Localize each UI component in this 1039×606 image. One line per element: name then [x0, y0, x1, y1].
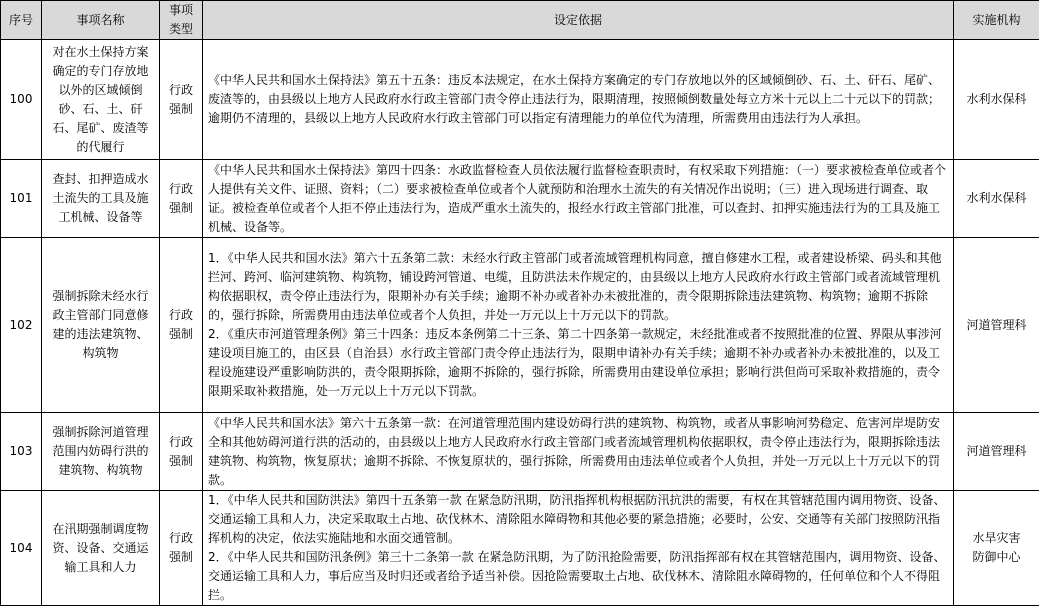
- basis-paragraph: 1．《中华人民共和国防洪法》第四十五条第一款 在紧急防汛期，防汛指挥机构根据防汛抗洪的需要，有权在其管辖范围内调用物资、设备、交通运输工具和人力，决定采取取土占地、砍伐林木、清除阻水障碍物和其他必要的紧急措施；必要时，公安、交通等有关部门按照防汛指挥机构的决定，依法实施陆地和水面交通管制。: [208, 491, 948, 548]
- implementing-agency: 水利水保科: [954, 40, 1039, 160]
- table-row: [1, 491, 1039, 606]
- item-name: 在汛期强制调度物资、设备、交通运输工具和人力: [42, 491, 160, 606]
- item-name: 强制拆除未经水行政主管部门同意修建的违法建筑物、构筑物: [42, 238, 160, 413]
- header-cell: 设定依据: [203, 1, 954, 40]
- basis-paragraph: 1．《中华人民共和国水法》第六十五条第二款：未经水行政主管部门或者流域管理机构同意，擅自修建水工程，或者建设桥梁、码头和其他拦河、跨河、临河建筑物、构筑物，铺设跨河管道、电缆，且防洪法未作规定的，由县级以上地方人民政府水行政主管部门或者流域管理机构依据职权，责令停止违法行为，限期补办有关手续；逾期不补办或者补办未被批准的，责令限期拆除违法建筑物、构筑物；逾期不拆除的，强行拆除，所需费用由违法单位或者个人负担，并处一万元以上十万元以下的罚款。: [208, 249, 948, 325]
- item-name: 查封、扣押造成水土流失的工具及施工机械、设备等: [42, 160, 160, 238]
- implementing-agency: 水旱灾害 防御中心: [954, 491, 1039, 606]
- item-type: 行政 强制: [160, 413, 203, 491]
- header-cell: 事项名称: [42, 1, 160, 40]
- legal-basis: [203, 238, 954, 413]
- implementing-agency: 河道管理科: [954, 413, 1039, 491]
- basis-paragraph: 《中华人民共和国水法》第六十五条第一款：在河道管理范围内建设妨碍行洪的建筑物、构筑物，或者从事影响河势稳定、危害河岸堤防安全和其他妨碍河道行洪的活动的，由县级以上地方人民政府水行政主管部门或者流域管理机构依据职权，责令停止违法行为，限期拆除违法建筑物、构筑物，恢复原状；逾期不拆除、不恢复原状的，强行拆除，所需费用由违法单位或者个人负担，并处一万元以上十万元以下的罚款。: [208, 414, 948, 490]
- item-name: 对在水土保持方案确定的专门存放地以外的区域倾倒砂、石、土、矸石、尾矿、废渣等的代履行: [42, 40, 160, 160]
- header-row: [1, 1, 1039, 40]
- header-cell: 实施机构: [954, 1, 1039, 40]
- legal-basis: [203, 160, 954, 238]
- item-type: 行政 强制: [160, 491, 203, 606]
- basis-paragraph: 2．《重庆市河道管理条例》第三十四条：违反本条例第二十三条、第二十四条第一款规定，未经批准或者不按照批准的位置、界限从事涉河建设项目施工的，由区县（自治县）水行政主管部门责令停止违法行为，限期申请补办有关手续；逾期不补办或者补办未被批准的，以及工程设施建设严重影响防洪的，责令限期拆除，逾期不拆除的，强行拆除，所需费用由建设单位承担；影响行洪但尚可采取补救措施的，责令限期采取补救措施，处一万元以上十万元以下罚款。: [208, 325, 948, 401]
- row-number: 102: [1, 238, 42, 413]
- table-row: [1, 160, 1039, 238]
- header-cell: 序号: [1, 1, 42, 40]
- item-type: 行政 强制: [160, 160, 203, 238]
- table-row: [1, 40, 1039, 160]
- item-type: 行政 强制: [160, 238, 203, 413]
- legal-basis: [203, 413, 954, 491]
- legal-basis: [203, 491, 954, 606]
- basis-paragraph: 《中华人民共和国水土保持法》第五十五条：违反本法规定，在水土保持方案确定的专门存放地以外的区域倾倒砂、石、土、矸石、尾矿、废渣等的，由县级以上地方人民政府水行政主管部门责令停止违法行为，限期清理，按照倾倒数量处每立方米十元以上二十元以下的罚款；逾期仍不清理的，县级以上地方人民政府水行政主管部门可以指定有清理能力的单位代为清理，所需费用由违法行为人承担。: [208, 71, 948, 128]
- implementing-agency: 河道管理科: [954, 238, 1039, 413]
- item-name: 强制拆除河道管理范围内妨碍行洪的建筑物、构筑物: [42, 413, 160, 491]
- row-number: 103: [1, 413, 42, 491]
- row-number: 101: [1, 160, 42, 238]
- row-number: 100: [1, 40, 42, 160]
- header-cell: 事项 类型: [160, 1, 203, 40]
- basis-paragraph: 《中华人民共和国水土保持法》第四十四条：水政监督检查人员依法履行监督检查职责时，有权采取下列措施：（一）要求被检查单位或者个人提供有关文件、证照、资料；（二）要求被检查单位或者个人就预防和治理水土流失的有关情况作出说明；（三）进入现场进行调查、取证。被检查单位或者个人拒不停止违法行为，造成严重水土流失的，报经水行政主管部门批准，可以查封、扣押实施违法行为的工具及施工机械、设备等。: [208, 161, 948, 237]
- basis-paragraph: 2．《中华人民共和国防汛条例》第三十二条第一款 在紧急防汛期，为了防汛抢险需要，防汛指挥部有权在其管辖范围内，调用物资、设备、交通运输工具和人力，事后应当及时归还或者给予适当补偿。因抢险需要取土占地、砍伐林木、清除阻水障碍物的，任何单位和个人不得阻拦。: [208, 548, 948, 605]
- implementing-agency: 水利水保科: [954, 160, 1039, 238]
- item-type: 行政 强制: [160, 40, 203, 160]
- legal-basis: [203, 40, 954, 160]
- table-row: [1, 413, 1039, 491]
- row-number: 104: [1, 491, 42, 606]
- table-row: [1, 238, 1039, 413]
